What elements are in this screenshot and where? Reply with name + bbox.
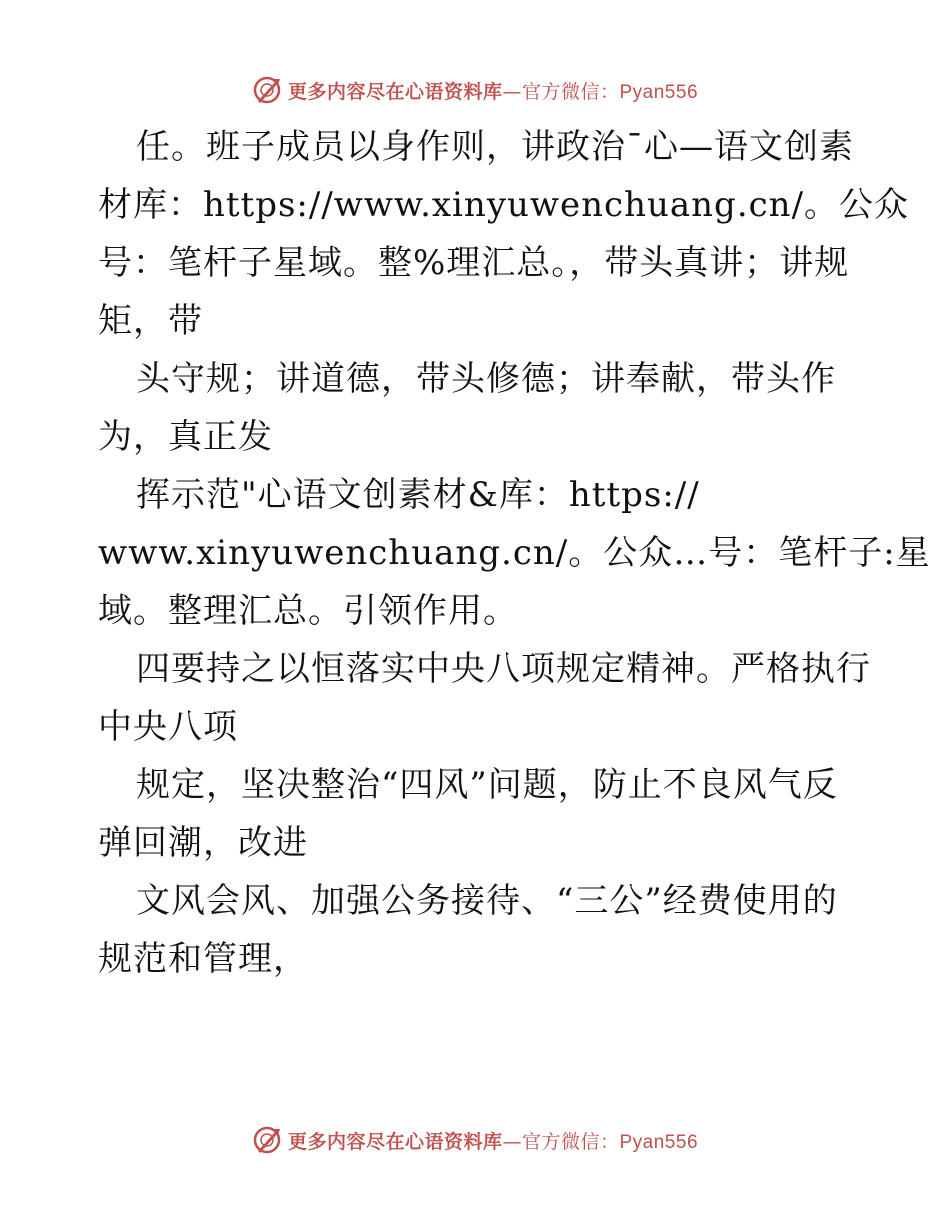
header-banner-label: 官方微信： [521,80,620,103]
text-line: 号：笔杆子星域。整%理汇总。，带头真讲；讲规 [98,243,850,283]
footer-banner-main: 更多内容尽在心语资料库 [287,1130,503,1153]
text-line: 四要持之以恒落实中央八项规定精神。严格执行 [136,649,871,689]
footer-banner-label: 官方微信： [521,1130,620,1153]
text-line: 文风会风、加强公务接待、“三公”经费使用的 [136,881,838,921]
text-line: 任。班子成员以身作则，讲政治¯心—语文创素 [136,127,854,167]
document-body [98,118,931,988]
text-line: 为，真正发 [98,417,273,457]
text-line: 弹回潮，改进 [98,823,308,863]
text-line: 规定，坚决整治“四风”问题，防止不良风气反 [136,765,838,805]
text-line: 中央八项 [98,707,238,747]
text-line: 挥示范"心语文创素材&库：https:// [136,475,700,515]
footer-banner-inner [252,1125,698,1155]
header-banner-text [288,77,698,104]
header-banner-inner [252,75,698,105]
text-line: 规范和管理， [98,939,308,979]
header-banner-separator: — [502,80,522,103]
text-line: 头守规；讲道德，带头修德；讲奉献，带头作 [136,359,836,399]
header-banner [0,72,950,108]
footer-banner-separator: — [502,1130,522,1153]
footer-banner-text [288,1127,698,1154]
footer-banner [0,1122,950,1158]
header-banner-account: Pyan556 [619,81,699,103]
header-banner-main: 更多内容尽在心语资料库 [287,80,503,103]
text-line: 域。整理汇总。引领作用。 [98,591,518,631]
pen-logo-icon [252,1125,282,1155]
footer-banner-account: Pyan556 [619,1131,699,1153]
text-line: www.xinyuwenchuang.cn/。公众…号：笔杆子:星 [98,533,931,573]
text-line: 矩，带 [98,301,203,341]
pen-logo-icon [252,75,282,105]
text-line: 材库：https://www.xinyuwenchuang.cn/。公众 [98,185,910,225]
